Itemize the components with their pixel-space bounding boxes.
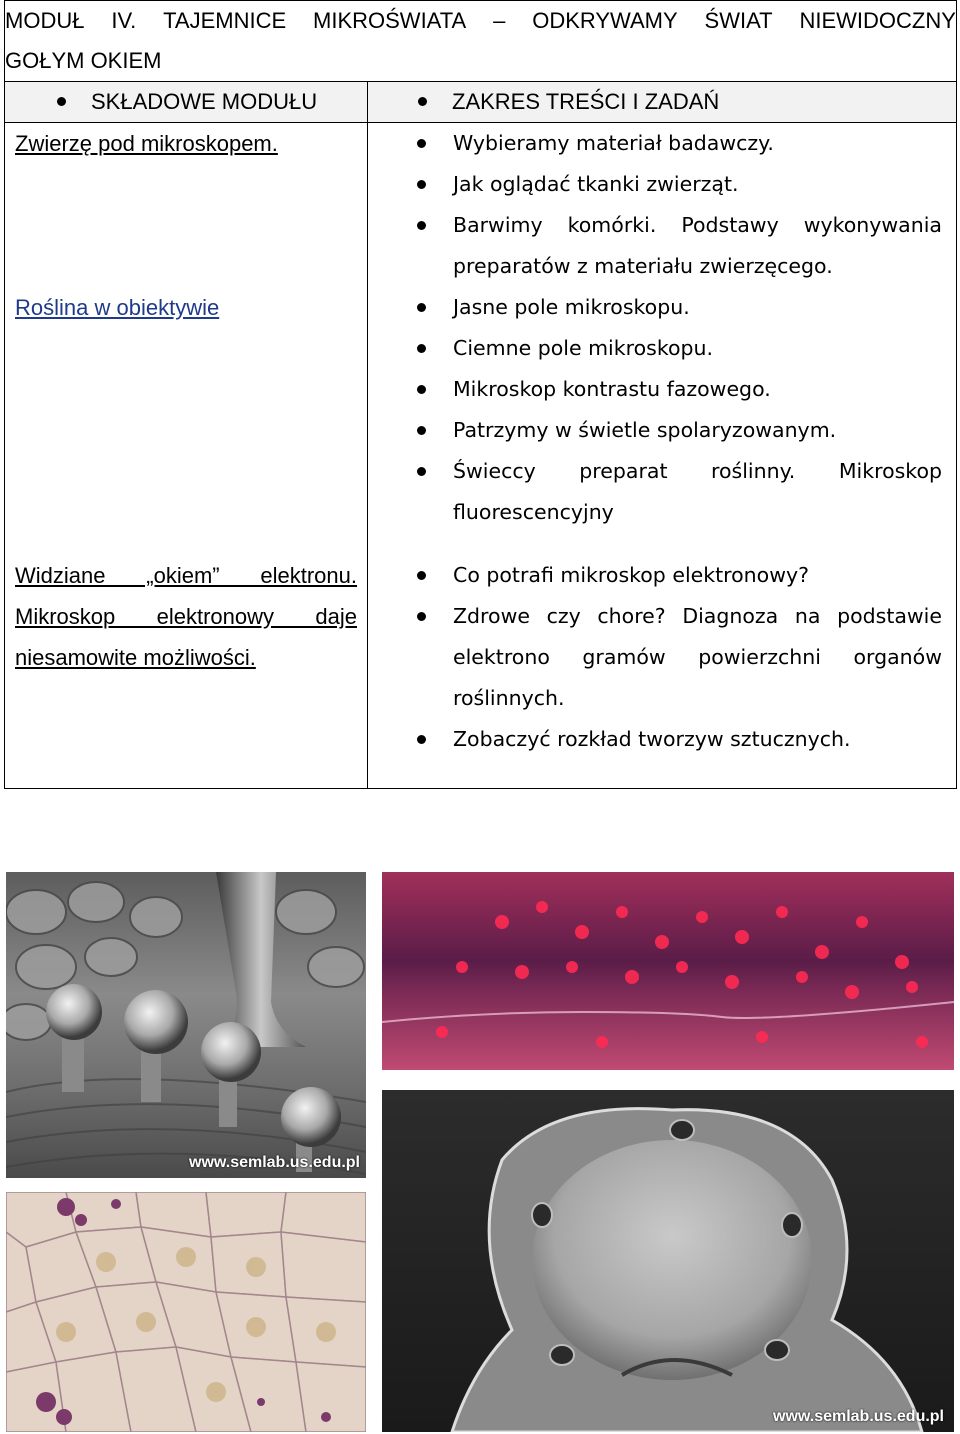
- row3-right: [368, 545, 957, 789]
- task-item: Zdrowe czy chore? Diagnoza na podstawie: [453, 596, 942, 636]
- bullet-icon: [417, 385, 426, 394]
- title-word: NIEWIDOCZNY: [799, 8, 956, 33]
- task-item: Wybieramy materiał badawczy.: [453, 123, 942, 163]
- bullet-icon: [417, 303, 426, 312]
- module-title-line1: [5, 1, 956, 41]
- fluorescence-photo: [382, 872, 954, 1070]
- row3-left: [5, 545, 368, 789]
- bullet-icon: [57, 97, 66, 106]
- task-item-continuation: elektrono gramów powierzchni organów: [453, 644, 942, 669]
- task-item-continuation: roślinnych.: [453, 685, 565, 710]
- row-topic-electron: [5, 545, 367, 678]
- task-item: Zobaczyć rozkład tworzyw sztucznych.: [453, 719, 942, 759]
- bullet-icon: [417, 571, 426, 580]
- header-col1-label: SKŁADOWE MODUŁU: [91, 89, 318, 114]
- task-item: Ciemne pole mikroskopu.: [453, 328, 942, 368]
- bullet-icon: [417, 426, 426, 435]
- bullet-icon: [417, 735, 426, 744]
- title-word: MIKROŚWIATA: [313, 8, 467, 33]
- title-word: MODUŁ: [5, 8, 85, 33]
- row-topic-plant: [5, 287, 219, 328]
- bullet-icon: [417, 612, 426, 621]
- task-item: Jak oglądać tkanki zwierząt.: [453, 164, 942, 204]
- row-topic-animal: [5, 123, 367, 164]
- stained-tissue-photo: [6, 1192, 366, 1432]
- row1-right: [368, 123, 957, 545]
- sem-cross-section-photo: [382, 1090, 954, 1432]
- sem-plant-hairs-photo: [6, 872, 366, 1178]
- task-item: Patrzymy w świetle spolaryzowanym.: [453, 410, 942, 450]
- fluorescence-image: [382, 872, 954, 1070]
- sem-cross-section-image: [382, 1090, 954, 1432]
- task-item-continuation: preparatów z materiału zwierzęcego.: [453, 254, 833, 278]
- photo-watermark: www.semlab.us.edu.pl: [189, 1154, 360, 1171]
- title-word: IV.: [111, 8, 137, 33]
- module-title-line2: GOŁYM OKIEM: [5, 48, 162, 73]
- header-col1: [5, 82, 368, 123]
- topic-label: Zwierzę pod mikroskopem.: [15, 131, 278, 156]
- topic-label: Roślina w obiektywie: [15, 294, 220, 320]
- title-word: ŚWIAT: [704, 8, 773, 33]
- bullet-icon: [417, 344, 426, 353]
- module-table: [4, 0, 957, 789]
- bullet-icon: [417, 221, 426, 230]
- header-col2-label: ZAKRES TREŚCI I ZADAŃ: [452, 89, 720, 114]
- title-word: ODKRYWAMY: [532, 8, 678, 33]
- topic-label: niesamowite możliwości.: [15, 644, 256, 670]
- topic-label: Widziane „okiem” elektronu.: [15, 562, 357, 588]
- photo-watermark: www.semlab.us.edu.pl: [773, 1408, 944, 1425]
- stained-tissue-image: [6, 1192, 366, 1432]
- task-item: Mikroskop kontrastu fazowego.: [453, 369, 942, 409]
- module-title: [5, 1, 957, 82]
- bullet-icon: [417, 139, 426, 148]
- task-item: Barwimy komórki. Podstawy wykonywania: [453, 205, 942, 245]
- topic-label: Mikroskop elektronowy daje: [15, 603, 357, 629]
- header-col2: [368, 82, 957, 123]
- bullet-icon: [418, 97, 427, 106]
- task-item: Jasne pole mikroskopu.: [453, 287, 942, 327]
- row1-left: [5, 123, 368, 545]
- bullet-icon: [417, 180, 426, 189]
- task-item: Co potrafi mikroskop elektronowy?: [453, 555, 942, 595]
- bullet-icon: [417, 467, 426, 476]
- title-word: TAJEMNICE: [163, 8, 287, 33]
- task-item-continuation: fluorescencyjny: [453, 500, 614, 524]
- sem-plant-hairs-image: [6, 872, 366, 1178]
- task-item: Świeccy preparat roślinny. Mikroskop: [453, 451, 942, 491]
- title-word: –: [493, 8, 506, 33]
